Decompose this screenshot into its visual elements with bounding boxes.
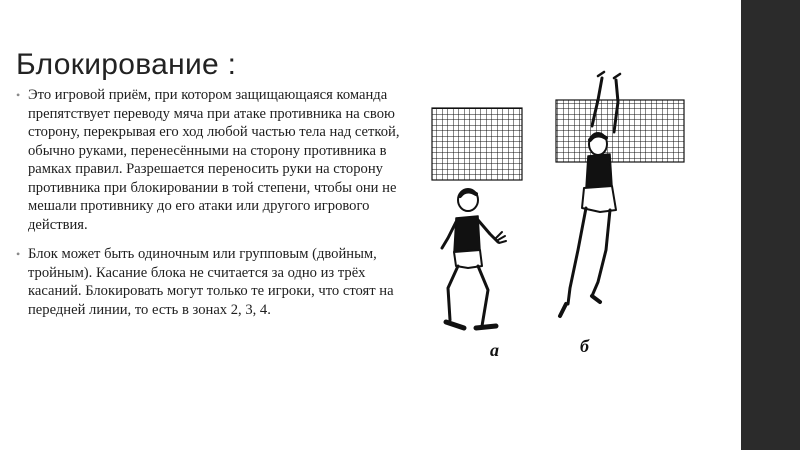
slide-body xyxy=(16,86,408,330)
net-b xyxy=(556,100,684,162)
slide-right-sidebar xyxy=(741,0,800,450)
bullet-icon: • xyxy=(16,247,21,261)
paragraph-definition xyxy=(16,86,408,234)
bullet-icon: • xyxy=(16,88,21,102)
paragraph-definition-text: Это игровой приём, при котором защищающаяся команда препятствует переводу мяча при атаке противника на свою сторону, перекрывая его ход любой частью тела над сеткой, обычно руками, перенесёнными на сторону противника в рамках правил. Разрешается переносить руки на сторону противника при блокировании в той степени, чтобы они не мешали противнику до его атаки или другого игрового действия. xyxy=(28,87,400,233)
net-a xyxy=(432,108,522,180)
slide-title: Блокирование : xyxy=(16,48,237,81)
figure-label-a: а xyxy=(490,340,499,360)
paragraph-block-types xyxy=(16,245,408,319)
figure-label-b: б xyxy=(580,336,589,356)
player-a-figure xyxy=(442,189,506,328)
paragraph-block-types-text: Блок может быть одиночным или групповым (двойным, тройным). Касание блока не считается за одно из трёх касаний. Блокировать могут только те игроки, что стоят на передней линии, то есть в зонах 2, 3, 4. xyxy=(28,246,394,318)
blocking-illustration xyxy=(420,70,720,370)
